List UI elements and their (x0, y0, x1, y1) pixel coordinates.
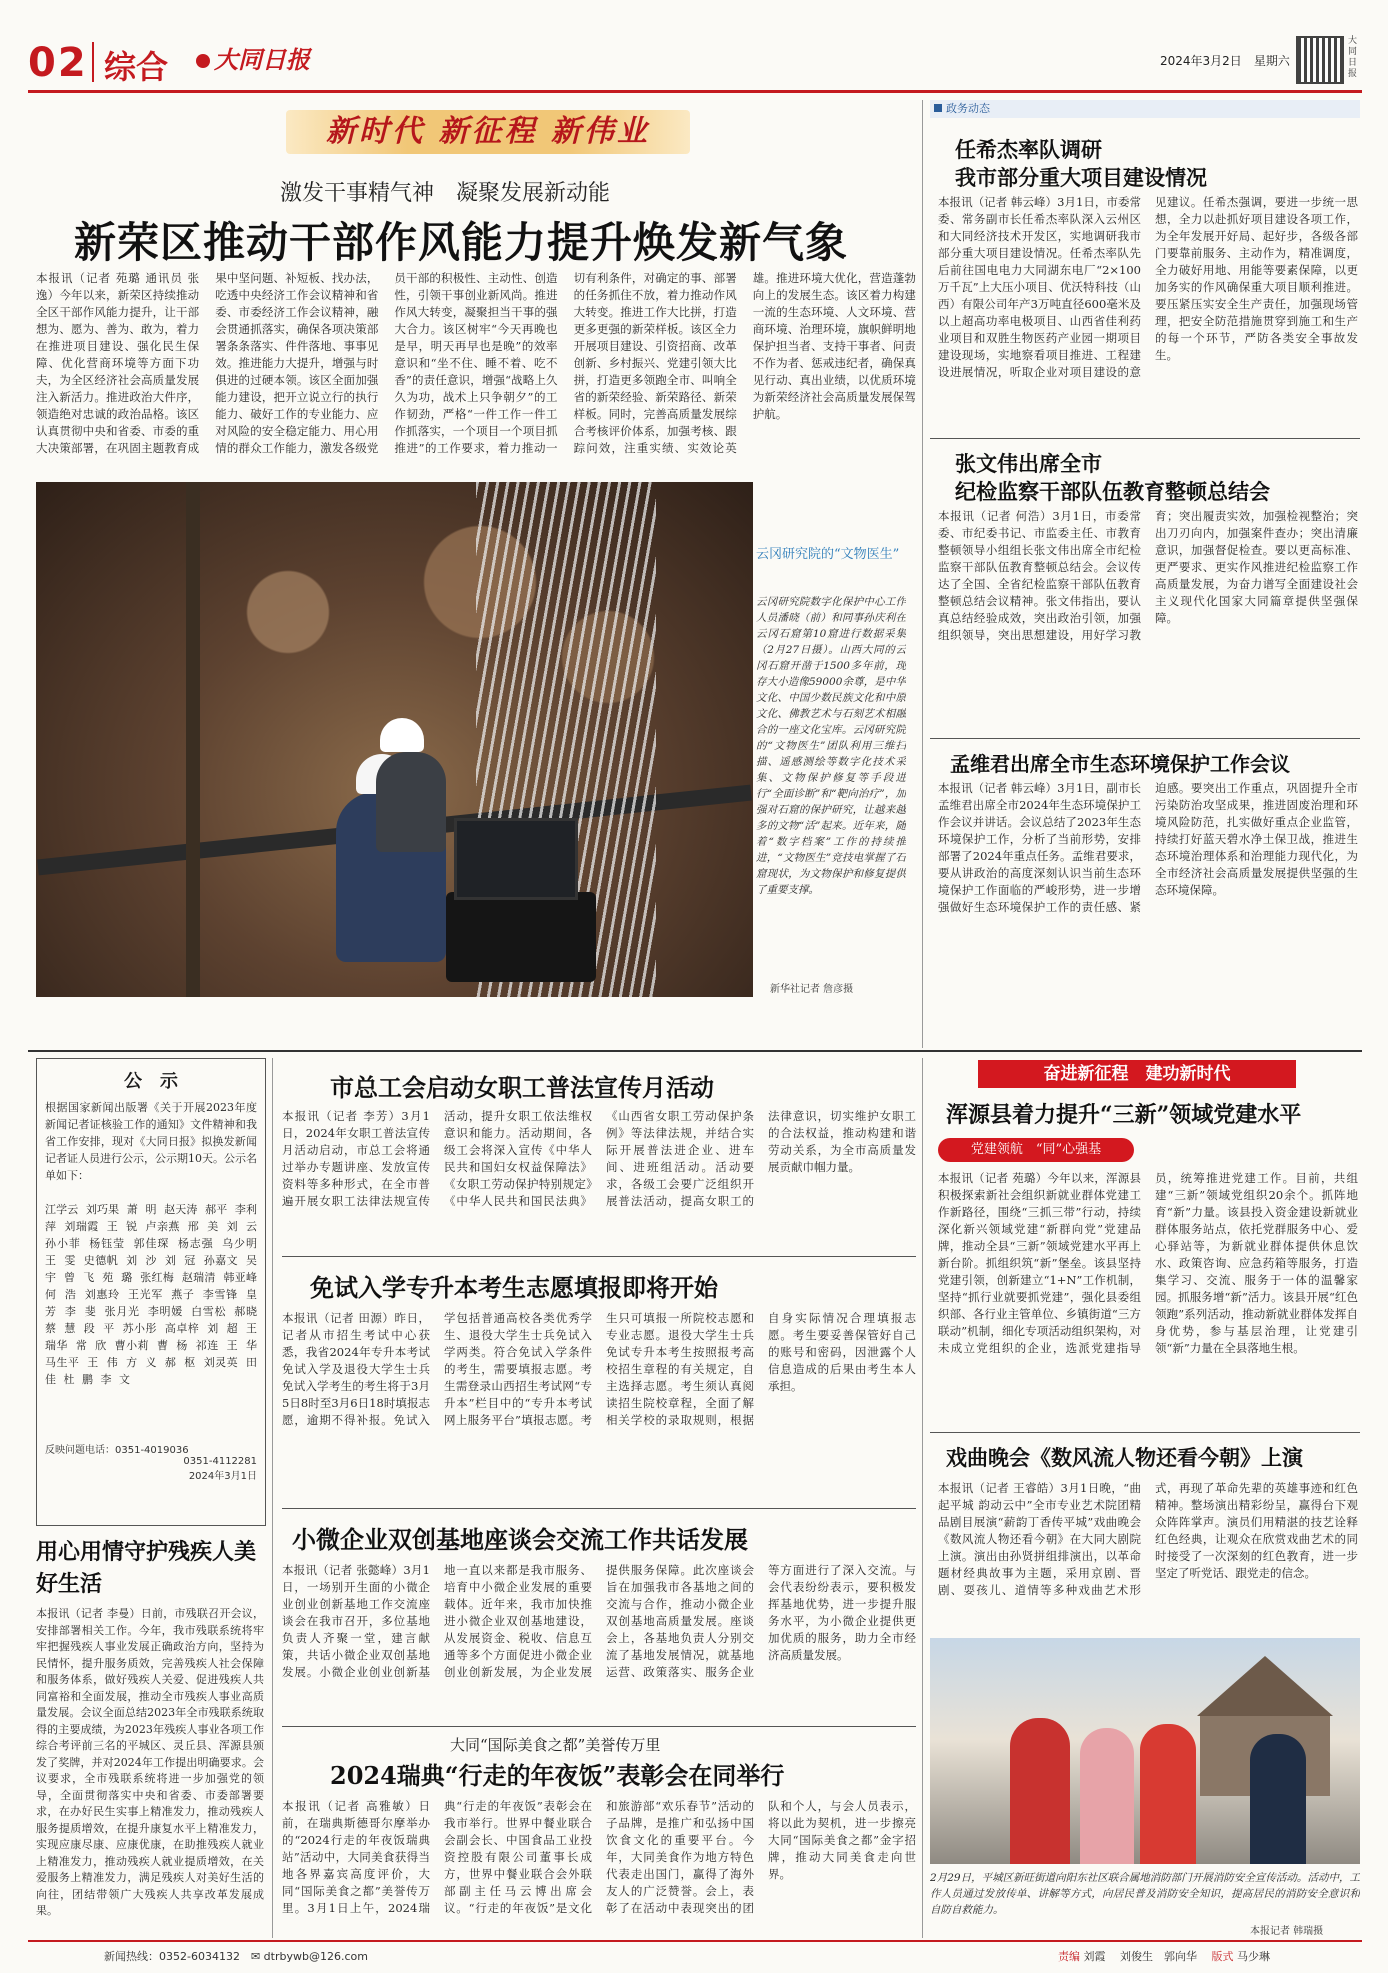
photo-credit: 新华社记者 詹彦摄 (770, 984, 854, 995)
notice-body: 根据国家新闻出版署《关于开展2023年度新闻记者证核验工作的通知》文件精神和我省工作安排，现对《大同日报》拟换发新闻记者证人员进行公示，公示期10天。公示名单如下： (45, 1101, 257, 1182)
exam-body: 本报讯（记者 田源）昨日，记者从市招生考试中心获悉，我省2024年专升本考试免试入学及退役大学生士兵免试入学考生的考生将于3月5日8时至3月6日18时填报志愿，逾期不得补报。免试入学包括普通高校各类优秀学生、退役大学生士兵免试入学两类。符合免试入学条件的考生，需要填报志愿。考生需登录山西招生考试网“专升本”栏目中的“专升本考试网上服务平台”填报志愿。考生只可填报一所院校志愿和专业志愿。退役大学生士兵免试专升本考生按照报考高校招生章程的有关规定，自主选择志愿。考生须认真阅读招生院校章程，全面了解相关学校的录取规则，根据自身实际情况合理填报志愿。考生要妥善保管好自己的账号和密码，因泄露个人信息造成的后果由考生本人承担。 (282, 1311, 916, 1427)
union-body: 本报讯（记者 李芳）3月1日，2024年女职工普法宣传月活动启动，市总工会将通过举办专题讲座、发放宣传资料等多种形式，在全市普遍开展女职工法律法规宣传活动，提升女职工依法维权意识和能力。活动期间，各级工会将深入宣传《中华人民共和国妇女权益保障法》《女职工劳动保护特别规定》《中华人民共和国民法典》《山西省女职工劳动保护条例》等法律法规，并结合实际开展普法进企业、进车间、进班组活动。活动要求，各级工会要广泛组织开展普法活动，提高女职工的法律意识，切实维护女职工的合法权益，推动构建和谐劳动关系，为全市高质量发展贡献巾帼力量。 (282, 1109, 916, 1208)
right-lower-divider (922, 1058, 923, 1938)
qr-label: 大同日报 (1348, 36, 1358, 79)
community-photo (930, 1638, 1360, 1864)
story1-headline-2: 我市部分重大项目建设情况 (955, 165, 1207, 190)
person-red (1010, 1718, 1070, 1864)
community-photo-credit: 本报记者 韩瑞摄 (1250, 1926, 1324, 1937)
building-roof (1180, 1656, 1350, 1716)
mid-rule (28, 1050, 1362, 1052)
footer-hotline: 新闻热线：0352-6034132 ✉ dtrbywb@126.com (104, 1950, 368, 1963)
divider-food (282, 1726, 916, 1727)
footer-staff: 责编 刘霞 刘俊生 郭向华 版式 马少琳 (1058, 1950, 1270, 1963)
footer-rule (28, 1940, 1362, 1942)
issue-date: 2024年3月2日 星期六 (1160, 54, 1290, 68)
person-vest (1140, 1724, 1196, 1864)
divider-story2 (930, 438, 1360, 439)
story1-body: 本报讯（记者 韩云峰）3月1日，市委常委、常务副市长任希杰率队深入云州区和大同经济技术开发区，实地调研我市部分重大项目建设情况。任希杰率队先后前往国电电力大同湖东电厂“2×100万千瓦”上大压小项目、优沃特科技（山西）有限公司年产3万吨直径600毫米及以上超高功率电极项目、山西省佳利药业项目和双胜生物医药产业园一期项目建设现场，实地察看项目推进、工程建设进展情况，听取企业对项目建设的意见建议。任希杰强调，要进一步统一思想，全力以赴抓好项目建设各项工作，为全年发展开好局、起好步，各级各部门要靠前服务、主动作为，精准调度，全力破好用地、用能等要素保障，以更加务实的作风确保重大项目顺利推进。要压紧压实安全生产责任，加强现场管理，把安全防范措施贯穿到施工和生产的每一个环节，严防各类安全事故发生。 (938, 195, 1358, 379)
series-headline: 浑源县着力提升“三新”领域党建水平 (946, 1102, 1302, 1128)
story2-headline-1: 张文伟出席全市 (955, 451, 1102, 476)
opera-body: 本报讯（记者 王睿皓）3月1日晚，“曲起平城 韵动云中”全市专业艺术院团精品剧目展演“薪韵丁香传平城”戏曲晚会《数风流人物还看今朝》在大同大剧院上演。演出由孙贤拼组排演出，以革命题材经典故事为主题，采用京剧、晋剧、耍孩儿、道情等多种戏曲艺术形式，再现了革命先辈的英雄事迹和红色精神。整场演出精彩纷呈，赢得台下观众阵阵掌声。演员们用精湛的技艺诠释红色经典，让观众在欣赏戏曲艺术的同时接受了一次深刻的红色教育，进一步坚定了听党话、跟党走的信念。 (938, 1481, 1358, 1597)
series-tag (938, 1138, 1134, 1162)
food-kicker: 大同“国际美食之都”美誉传万里 (450, 1736, 661, 1754)
notice-phone-2: 0351-4112281 (183, 1456, 257, 1467)
worker-back (376, 752, 446, 852)
food-body: 本报讯（记者 高雅敏）日前，在瑞典斯德哥尔摩举办的“2024行走的年夜饭瑞典站”活动中，大同美食获得当地各界嘉宾高度评价，大同“国际美食之都”美誉传万里。3月1日上午，2024瑞典“行走的年夜饭”表彰会在我市举行。世界中餐业联合会副会长、中国食品工业投资控股有限公司董事长成方，世界中餐业联合会外联部副主任马云博出席会议。“行走的年夜饭”是文化和旅游部“欢乐春节”活动的子品牌，是推广和弘扬中国饮食文化的重要平台。今年，大同美食作为地方特色代表走出国门，赢得了海外友人的广泛赞誉。会上，表彰了在活动中表现突出的团队和个人，与会人员表示，将以此为契机，进一步擦亮大同“国际美食之都”金字招牌，推动大同美食走向世界。 (282, 1799, 916, 1915)
series-banner-text: 奋进新征程 建功新时代 (1043, 1064, 1231, 1084)
story3-body: 本报讯（记者 韩云峰）3月1日，副市长孟维君出席全市2024年生态环境保护工作会议并讲话。会议总结了2023年生态环境保护工作，分析了当前形势，安排部署了2024年重点任务。孟维君要求，要从讲政治的高度深刻认识当前生态环境保护工作面临的严峻形势，进一步增强做好生态环境保护工作的责任感、紧迫感。要突出工作重点，巩固提升全市污染防治攻坚成果，推进固废治理和环境风险防范，扎实做好重点企业监管，持续打好蓝天碧水净土保卫战，推进生态环境治理体系和治理能力现代化，为全市经济社会高质量发展提供坚强的生态环境保障。 (938, 781, 1358, 914)
laptop-case (446, 892, 596, 982)
left-story-headline: 用心用情守护残疾人美好生活 (36, 1539, 257, 1597)
lead-banner (286, 110, 690, 154)
notice-box (36, 1058, 266, 1526)
series-banner (978, 1060, 1296, 1088)
masthead-rule (28, 90, 1362, 93)
person-officer (1250, 1734, 1306, 1864)
right-column-divider (922, 100, 923, 1048)
lead-banner-text: 新时代 新征程 新伟业 (326, 114, 650, 149)
section-name: 综合 (104, 48, 169, 86)
photo-caption-title: 云冈研究院的“文物医生” (756, 547, 900, 562)
masthead-divider (92, 42, 94, 82)
lead-body: 本报讯（记者 苑璐 通讯员 张逸）今年以来，新荣区持续推动全区干部作风能力提升，让干部想为、愿为、善为、敢为，着力在推进项目建设、强化民生保障、优化营商环境等方面下功夫，为全区经济社会高质量发展注入新活力。推进政治大件序，领造绝对忠诚的政治品格。该区认真贯彻中央和省委、市委的重大决策部署，在巩固主题教育成果中坚问题、补短板、找办法，吃透中央经济工作会议精神和省委、市委经济工作会议精神，融会贯通抓落实，确保各项决策部署条条落实、件件落地、事事见效。推进能力大提升，增强与时俱进的过硬本领。该区全面加强能力建设，把开立说立行的执行能力、破好工作的专业能力、应对风险的安全稳定能力、用心用情的群众工作能力，激发各级党员干部的积极性、主动性、创造性，引领干事创业新风尚。推进作风大转变，凝聚担当干事的强大合力。该区树牢“今天再晚也是早，明天再早也是晚”的效率意识和“坐不住、睡不着、吃不香”的责任意识，增强“战略上久久为功，战术上只争朝夕”的工作韧劲，严格“一件工作一件工作抓落实，一个项目一个项目抓推进”的工作要求，着力推动一切有利条件，对确定的事、部署的任务抓住不放，着力推动作风大转变。推进工作大比拼，打造更多更强的新荣样板。该区全力开展项目建设、引资招商、改革创新、乡村振兴、党建引领大比拼，打造更多领跑全市、叫响全省的新荣经验、新荣路径、新荣样板。同时，完善高质量发展综合考核评价体系，加强考核、跟踪问效，注重实绩、实效论英雄。推进环境大优化，营造蓬勃向上的发展生态。该区着力构建一流的生态环境、人文环境、营商环境、治理环境，旗帜鲜明地保护担当者、支持干事者、问责不作为者、惩戒违纪者，确保真见行动、真出业绩，以优质环境为新荣经济社会高质量发展保驾护航。 (36, 271, 916, 455)
story3-headline: 孟维君出席全市生态环境保护工作会议 (950, 752, 1290, 776)
biz-headline: 小微企业双创基地座谈会交流工作共话发展 (292, 1525, 748, 1554)
union-headline: 市总工会启动女职工普法宣传月活动 (330, 1073, 714, 1102)
divider-biz (282, 1508, 916, 1509)
story1-headline-1: 任希杰率队调研 (955, 137, 1102, 162)
series-tag-text: 党建领航 “同”心强基 (970, 1142, 1102, 1157)
paper-logo: 大同日报 (196, 40, 310, 75)
photo-caption-body: 云冈研究院数字化保护中心工作人员潘晓（前）和同事孙庆利在云冈石窟第10窟进行数据采集（2月27日摄）。山西大同的云冈石窟开凿于1500多年前，现存大小造像59000余尊，是中华文化、中国少数民族文化和中原文化、佛教艺术与石刻艺术相融合的一座文化宝库。云冈研究院的“文物医生”团队利用三维扫描、遥感测绘等数字化技术采集、文物保护修复等手段进行“全面诊断”和“靶向治疗”，加强对石窟的保护研究，让越来越多的文物“活”起来。近年来，随着“数字档案”工作的持续推进，“文物医生”竞技电掌握了石窟现状，为文物保护和修复提供了重要支撑。 (756, 596, 906, 896)
gov-label-icon (934, 104, 942, 112)
lead-kicker: 激发干事精气神 凝聚发展新动能 (280, 181, 611, 206)
notice-names: 江学云 刘巧果 萧 明 赵天涛 郝平 李利萍 刘瑞霞 王 锐 卢亲燕 邢 美 刘 云 孙小菲 杨钰莹 郭佳琛 杨志强 乌少明 王 雯 史德帆 刘 沙 刘 冠 孙嘉文 吴 宇 曾 飞 苑 璐 张红梅 赵瑞清 韩亚峰 何 浩 刘惠玲 王光军 燕子 李雪锋 皇 芳 李 斐 张月光 李明媛 白雪松 郝晓 蔡 慧 段 平 苏小彤 高卓梓 刘 超 王瑞华 常 欣 曹小莉 曹 杨 祁连 王 华 马生平 王 伟 方 义 郝 枢 刘灵英 田 佳 杜 鹏 李 文 (45, 1203, 257, 1386)
notice-date: 2024年3月1日 (188, 1471, 257, 1482)
exam-headline: 免试入学专升本考生志愿填报即将开始 (310, 1273, 718, 1302)
page-number: 02 (28, 40, 88, 86)
food-headline: 2024瑞典“行走的年夜饭”表彰会在同举行 (330, 1761, 785, 1790)
lead-headline: 新荣区推动干部作风能力提升焕发新气象 (74, 218, 849, 267)
paper-logo-icon (196, 54, 210, 68)
left-story-body: 本报讯（记者 李曼）日前，市残联召开会议，安排部署相关工作。今年，我市残联系统将牢牢把握残疾人事业发展正确政治方向，坚持为民情怀，提升服务质效，完善残疾人社会保障和服务体系，做好残疾人关爱、促进残疾人共同富裕和全面发展，推动全市残疾人事业高质量发展。会议全面总结2023年全市残联系统取得的主要成绩，为2023年残疾人事业各项工作综合考评前三名的平城区、灵丘县、浑源县颁发了奖牌，并对2024年工作提出明确要求。会议要求，全市残联系统将进一步加强党的领导，全面贯彻落实中央和省委、市委部署要求，在办好民生实事上精准发力，推动残疾人服务提质增效，在提升康复水平上精准发力，实现应康尽康、应康优康，在助推残疾人就业上精准发力，推动残疾人就业提质增效，在关爱服务上精准发力，满足残疾人对美好生活的向往，团结带领广大残疾人共享改革发展成果。 (36, 1607, 264, 1917)
left-col-divider (272, 1058, 273, 1938)
gov-label: 政务动态 (930, 100, 1360, 118)
main-photo (36, 482, 753, 997)
opera-headline: 戏曲晚会《数风流人物还看今朝》上演 (946, 1445, 1303, 1470)
community-photo-caption: 2月29日，平城区新旺街道向阳东社区联合属地消防部门开展消防安全宣传活动。活动中，工作人员通过发放传单、讲解等方式，向居民普及消防安全知识，提高居民的消防安全意识和自防自救能力。 (930, 1872, 1360, 1916)
laptop-screen (454, 818, 578, 900)
story2-body: 本报讯（记者 何浩）3月1日，市委常委、市纪委书记、市监委主任、市教育整顿领导小组组长张文伟出席全市纪检监察干部队伍教育整顿总结会。会议传达了全国、全省纪检监察干部队伍教育整顿总结会议精神。张文伟指出，要认真总结经验成效，突出政治引领，加强组织领导，突出思想建设，用好学习教育；突出履责实效，加强检视整治；突出刀刃向内，加强案件查办；突出清廉意识，加强督促检查。要以更高标准、更严要求、更实作风推进纪检监察工作高质量发展，为奋力谱写全面建设社会主义现代化国家大同篇章提供坚强保障。 (938, 509, 1358, 642)
divider-exam (282, 1256, 916, 1257)
divider-opera (930, 1432, 1360, 1433)
notice-title: 公 示 (124, 1071, 178, 1092)
biz-body: 本报讯（记者 张懿峰）3月1日，一场别开生面的小微企业创业创新基地工作交流座谈会在我市召开，多位基地负责人齐聚一堂，建言献策，共话小微企业双创基地发展。小微企业创业创新基地一直以来都是我市服务、培育中小微企业发展的重要载体。近年来，我市加快推进小微企业双创基地建设，从发展资金、税收、信息互通等多个方面促进小微企业创业创新发展，为企业发展提供服务保障。此次座谈会旨在加强我市各基地之间的交流与合作，推动小微企业双创基地高质量发展。座谈会上，各基地负责人分别交流了基地发展情况，就基地运营、政策落实、服务企业等方面进行了深入交流。与会代表纷纷表示，要积极发挥基地优势，进一步提升服务水平，为小微企业提供更加优质的服务，助力全市经济高质量发展。 (282, 1563, 916, 1679)
scaffold-pole-2 (186, 482, 200, 997)
email-icon: ✉ (250, 1950, 261, 1963)
series-body: 本报讯（记者 苑璐）今年以来，浑源县积极探索新社会组织新就业群体党建工作新路径，围绕“三抓三带”行动，持续深化新兴领域党建“新群向党”党建品牌，推动全县“三新”领域党建水平再上新台阶。抓组织筑“新”堡垒。该县坚持党建引领，创新建立“1+N”工作机制，坚持“抓行业就要抓党建”，强化县委组织部、各行业主管单位、乡镇街道“三方联动”机制，细化专项活动组织架构，对未成立党组织的企业，选派党建指导员，统筹推进党建工作。目前，共组建“三新”领域党组织20余个。抓阵地育“新”力量。该县投入资金建设新就业群体服务站点，依托党群服务中心、爱心驿站等，为新就业群体提供休息饮水、政策咨询、应急药箱等服务，打造集学习、交流、服务于一体的温馨家园。抓服务增“新”活力。该县开展“红色领跑”系列活动，推动新就业群体发挥自身优势，参与基层治理，让党建引领“新”力量在全县落地生根。 (938, 1171, 1358, 1355)
person-pink (1080, 1728, 1134, 1864)
notice-phone: 反映问题电话：0351-4019036 (45, 1445, 189, 1456)
divider-story3 (930, 738, 1360, 739)
story2-headline-2: 纪检监察干部队伍教育整顿总结会 (955, 479, 1270, 504)
qr-code-icon (1296, 36, 1344, 84)
